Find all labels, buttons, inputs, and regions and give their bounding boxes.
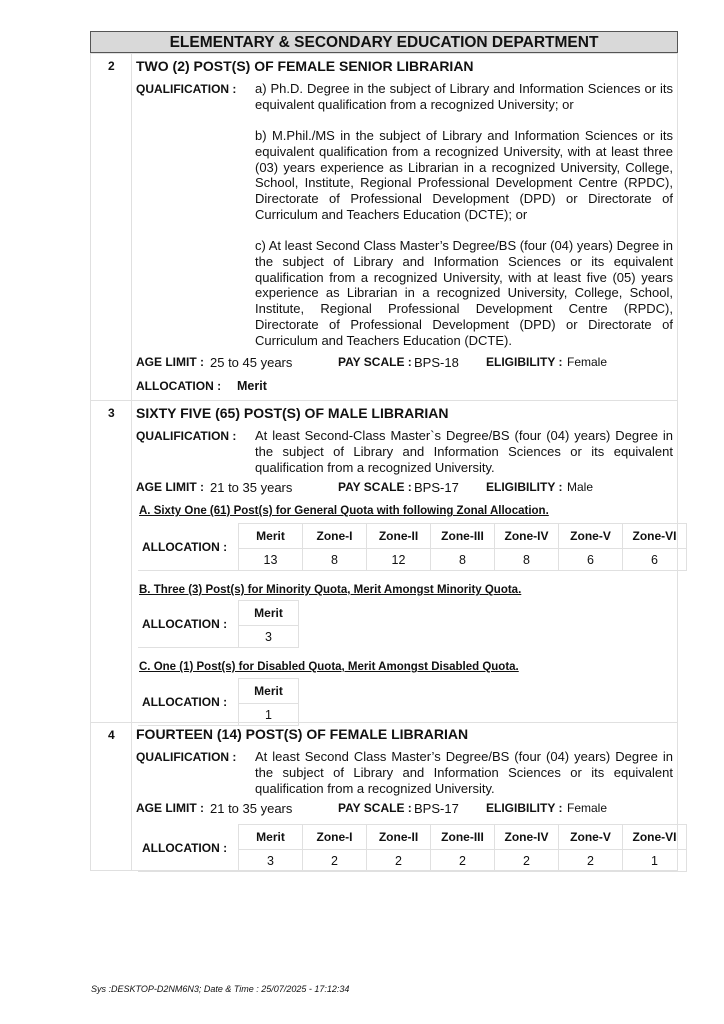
allocation-label: ALLOCATION : xyxy=(138,825,239,872)
general-quota-heading: A. Sixty One (61) Post(s) for General Quota with following Zonal Allocation. xyxy=(139,505,549,517)
post-number: 2 xyxy=(108,59,115,73)
column-header: Merit xyxy=(239,679,299,704)
department-header: ELEMENTARY & SECONDARY EDUCATION DEPARTMENT xyxy=(90,31,678,53)
age-limit-value: 21 to 35 years xyxy=(210,480,293,495)
eligibility-value: Male xyxy=(567,480,594,494)
column-header: Zone-III xyxy=(431,825,495,850)
post-title: FOURTEEN (14) POST(S) OF FEMALE LIBRARIAN xyxy=(136,726,469,742)
pay-scale-value: BPS-18 xyxy=(414,355,459,370)
pay-scale-label: PAY SCALE : xyxy=(338,801,412,815)
eligibility-label: ELIGIBILITY : xyxy=(486,355,563,369)
column-header: Merit xyxy=(239,524,303,549)
qualification-option-b: b) M.Phil./MS in the subject of Library and Information Sciences or its equivalent qualification from a recognized University, with at least three (03) years experience as Librarian in a recognized University, College, School, Institute, Regional Professional Development Centre (RPDC), Directorate of Professional Development (DPD) or Directorate of Curriculum and Teachers Education (DCTE); or xyxy=(255,128,673,222)
table-cell: 8 xyxy=(495,549,559,571)
allocation-label: ALLOCATION : xyxy=(136,379,222,393)
minority-quota-heading: B. Three (3) Post(s) for Minority Quota, Merit Amongst Minority Quota. xyxy=(139,584,522,596)
table-cell: 2 xyxy=(431,850,495,872)
table-cell: 12 xyxy=(367,549,431,571)
allocation-label: ALLOCATION : xyxy=(138,679,239,726)
table-cell: 3 xyxy=(239,626,299,648)
post-number: 4 xyxy=(108,728,115,742)
qualification-option-c: c) At least Second Class Master’s Degree/BS (four (04) years) Degree in the subject of Library and Information Sciences or its equivalent qualification from a recognized University, with at least five (05) years experience as Librarian in a recognized University, College, School, Institute, Regional Professional Development Centre (RPDC), Directorate of Professional Development (DPD) or Directorate of Curriculum and Teachers Education (DCTE). xyxy=(255,238,673,348)
allocation-value: Merit xyxy=(237,379,267,393)
table-cell: 2 xyxy=(367,850,431,872)
allocation-label: ALLOCATION : xyxy=(138,601,239,648)
table-cell: 6 xyxy=(559,549,623,571)
qualification-option-a: a) Ph.D. Degree in the subject of Library and Information Sciences or its equivalent qualification from a recognized University; or xyxy=(255,81,673,112)
age-limit-label: AGE LIMIT : xyxy=(136,480,204,494)
post-title: TWO (2) POST(S) OF FEMALE SENIOR LIBRARIAN xyxy=(136,58,474,74)
post-number: 3 xyxy=(108,406,115,420)
column-header: Zone-VI xyxy=(623,524,687,549)
age-limit-value: 21 to 35 years xyxy=(210,801,293,816)
column-header: Zone-I xyxy=(303,825,367,850)
age-limit-label: AGE LIMIT : xyxy=(136,801,204,815)
table-cell: 8 xyxy=(431,549,495,571)
column-header: Zone-III xyxy=(431,524,495,549)
qualification-label: QUALIFICATION : xyxy=(136,82,237,96)
eligibility-label: ELIGIBILITY : xyxy=(486,801,563,815)
table-cell: 6 xyxy=(623,549,687,571)
column-header: Zone-II xyxy=(367,524,431,549)
column-header: Zone-I xyxy=(303,524,367,549)
disabled-quota-allocation-table xyxy=(138,678,299,726)
pay-scale-label: PAY SCALE : xyxy=(338,355,412,369)
eligibility-value: Female xyxy=(567,355,608,369)
column-header: Zone-VI xyxy=(623,825,687,850)
qualification-text: At least Second Class Master’s Degree/BS (four (04) years) Degree in the subject of Library and Information Sciences or its equivalent qualification from a recognized University. xyxy=(255,749,673,796)
pay-scale-label: PAY SCALE : xyxy=(338,480,412,494)
table-cell: 3 xyxy=(239,850,303,872)
age-limit-value: 25 to 45 years xyxy=(210,355,293,370)
table-cell: 8 xyxy=(303,549,367,571)
table-cell: 13 xyxy=(239,549,303,571)
column-header: Merit xyxy=(239,825,303,850)
qualification-text: At least Second-Class Master`s Degree/BS (four (04) years) Degree in the subject of Library and Information Sciences or its equivalent qualification from a recognized University. xyxy=(255,428,673,475)
allocation-table xyxy=(138,824,687,872)
column-header: Zone-V xyxy=(559,825,623,850)
table-cell: 1 xyxy=(239,704,299,726)
pay-scale-value: BPS-17 xyxy=(414,801,459,816)
column-header: Zone-II xyxy=(367,825,431,850)
table-cell: 2 xyxy=(303,850,367,872)
column-header: Zone-IV xyxy=(495,825,559,850)
pay-scale-value: BPS-17 xyxy=(414,480,459,495)
eligibility-label: ELIGIBILITY : xyxy=(486,480,563,494)
table-cell: 1 xyxy=(623,850,687,872)
qualification-label: QUALIFICATION : xyxy=(136,750,237,764)
table-cell: 2 xyxy=(495,850,559,872)
table-cell: 2 xyxy=(559,850,623,872)
minority-quota-allocation-table xyxy=(138,600,299,648)
column-header: Zone-IV xyxy=(495,524,559,549)
allocation-label: ALLOCATION : xyxy=(138,524,239,571)
disabled-quota-heading: C. One (1) Post(s) for Disabled Quota, Merit Amongst Disabled Quota. xyxy=(139,661,519,673)
system-footer: Sys :DESKTOP-D2NM6N3; Date & Time : 25/07/2025 - 17:12:34 xyxy=(91,984,350,994)
number-column-divider xyxy=(131,53,132,871)
qualification-label: QUALIFICATION : xyxy=(136,429,237,443)
column-header: Merit xyxy=(239,601,299,626)
row-divider-3 xyxy=(90,400,678,401)
eligibility-value: Female xyxy=(567,801,608,815)
post-title: SIXTY FIVE (65) POST(S) OF MALE LIBRARIAN xyxy=(136,405,449,421)
general-quota-allocation-table xyxy=(138,523,687,571)
age-limit-label: AGE LIMIT : xyxy=(136,355,204,369)
column-header: Zone-V xyxy=(559,524,623,549)
